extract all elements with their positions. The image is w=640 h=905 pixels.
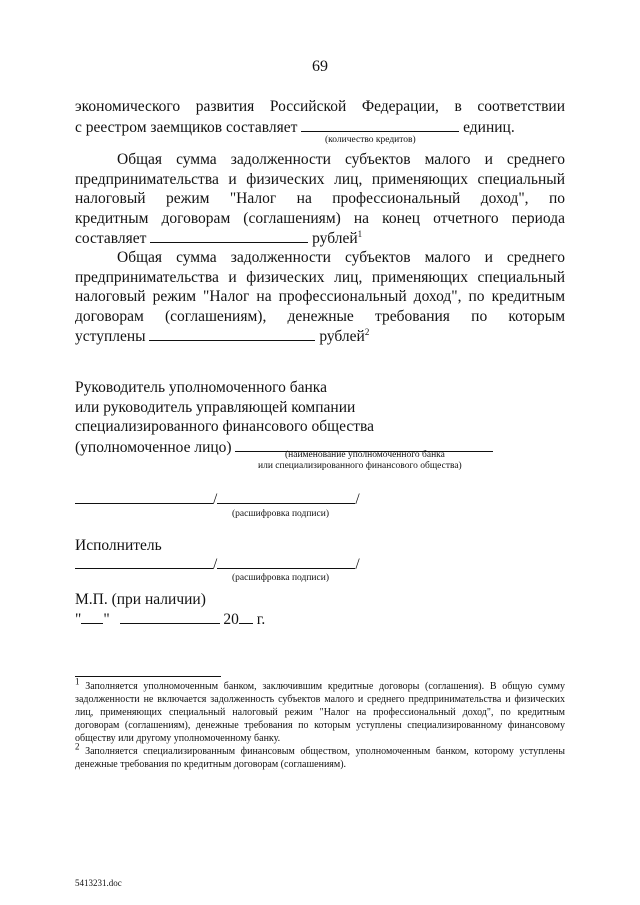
footnote-1 — [75, 676, 566, 745]
assigned-debt-paragraph — [75, 248, 565, 347]
executor-signature-line — [75, 554, 360, 574]
total-debt-line-4: кредитным договорам (соглашениям) на конец отчетного периода — [75, 209, 565, 227]
assigned-debt-line-4: договорам (соглашениям), денежные требования по которым — [75, 307, 565, 325]
document-id: 5413231.doc — [75, 878, 122, 888]
footnote-2 — [75, 741, 566, 771]
executor-name-blank — [217, 554, 355, 569]
executor-signature-caption: (расшифровка подписи) — [232, 573, 329, 583]
signatory-line-2: или руководитель управляющей компании — [75, 398, 356, 416]
credits-count-caption: (количество кредитов) — [325, 135, 416, 145]
total-debt-line-1: Общая сумма задолженности субъектов малого и среднего — [117, 151, 565, 168]
footnote-1-marker: 1 — [75, 676, 80, 687]
total-debt-amount-blank — [150, 228, 308, 243]
total-debt-line-2: предпринимательства и физических лиц, применяющих специальный — [75, 170, 565, 188]
executor-separator: / — [213, 556, 218, 573]
footnotes — [75, 676, 566, 771]
date-quote-close: " — [103, 611, 110, 628]
total-debt-line-5-prefix: составляет — [75, 230, 147, 247]
assigned-debt-amount-blank — [149, 326, 315, 341]
stamp-label: М.П. (при наличии) — [75, 591, 206, 608]
signature-separator: / — [213, 491, 218, 508]
executor-end-slash: / — [355, 556, 360, 573]
signatory-signature-caption: (расшифровка подписи) — [232, 509, 329, 519]
year-prefix: 20 — [223, 611, 239, 628]
total-debt-line-3: налоговый режим "Налог на профессиональный доход", по — [75, 190, 565, 207]
assigned-debt-line-1: Общая сумма задолженности субъектов малого и среднего — [117, 249, 565, 266]
month-blank — [120, 609, 220, 624]
footnote-2-marker: 2 — [75, 741, 80, 752]
total-debt-paragraph — [75, 150, 565, 249]
assigned-debt-line-5-prefix: уступлены — [75, 328, 146, 345]
footnote-1-text: Заполняется уполномоченным банком, заключившим кредитные договоры (соглашения). В общую сумму задолженности не включается задолженность субъектов малого и среднего предпринимательства и физических лиц, применяющих специальный налоговый режим "Налог на профессиональный доход", по кредитным договорам (соглашениям), денежные требования по которым уступлены специализированному финансовому обществу или другому уполномоченному банку. — [75, 681, 566, 744]
signatory-line-4-label: (уполномоченное лицо) — [75, 438, 232, 456]
intro-paragraph — [75, 97, 565, 137]
intro-line-2-prefix: с реестром заемщиков составляет — [75, 118, 298, 136]
day-blank — [81, 609, 103, 624]
signatory-line-3: специализированного финансового общества — [75, 418, 375, 435]
assigned-debt-line-5-suffix: рублей — [319, 328, 365, 345]
total-debt-line-5 — [75, 228, 565, 249]
executor-label: Исполнитель — [75, 537, 162, 554]
assigned-debt-line-5 — [75, 326, 565, 347]
year-suffix: г. — [256, 611, 266, 628]
footnote-2-text: Заполняется специализированным финансовым обществом, уполномоченным банком, которому уступлены денежные требования по кредитным договорам (соглашениям). — [75, 746, 566, 770]
footnote-ref-1: 1 — [357, 228, 363, 239]
date-quote-open: " — [75, 611, 82, 628]
signature-end-slash: / — [355, 491, 360, 508]
intro-line-2 — [75, 117, 565, 138]
signatory-line-1: Руководитель уполномоченного банка — [75, 379, 327, 396]
footnote-ref-2: 2 — [364, 326, 370, 337]
bank-name-caption-2: или специализированного финансового общества) — [258, 461, 462, 471]
intro-line-2-suffix: единиц. — [463, 118, 515, 136]
assigned-debt-line-2: предпринимательства и физических лиц, применяющих специальный — [75, 268, 565, 286]
year-blank — [239, 609, 253, 624]
page-number: 69 — [312, 58, 328, 75]
footnote-rule — [75, 676, 221, 677]
executor-signature-blank — [75, 554, 213, 569]
total-debt-line-5-suffix: рублей — [312, 230, 358, 247]
assigned-debt-line-3: налоговый режим "Налог на профессиональный доход", по кредитным — [75, 288, 565, 305]
date-line — [75, 609, 265, 629]
signatory-signature-blank — [75, 489, 213, 504]
credits-count-blank — [301, 117, 459, 132]
signatory-signature-line — [75, 489, 360, 509]
bank-name-caption-1: (наименование уполномоченного банка — [285, 450, 445, 460]
signatory-block — [75, 378, 565, 457]
intro-line-1: экономического развития Российской Федерации, в соответствии — [75, 98, 565, 115]
signatory-name-blank — [217, 489, 355, 504]
